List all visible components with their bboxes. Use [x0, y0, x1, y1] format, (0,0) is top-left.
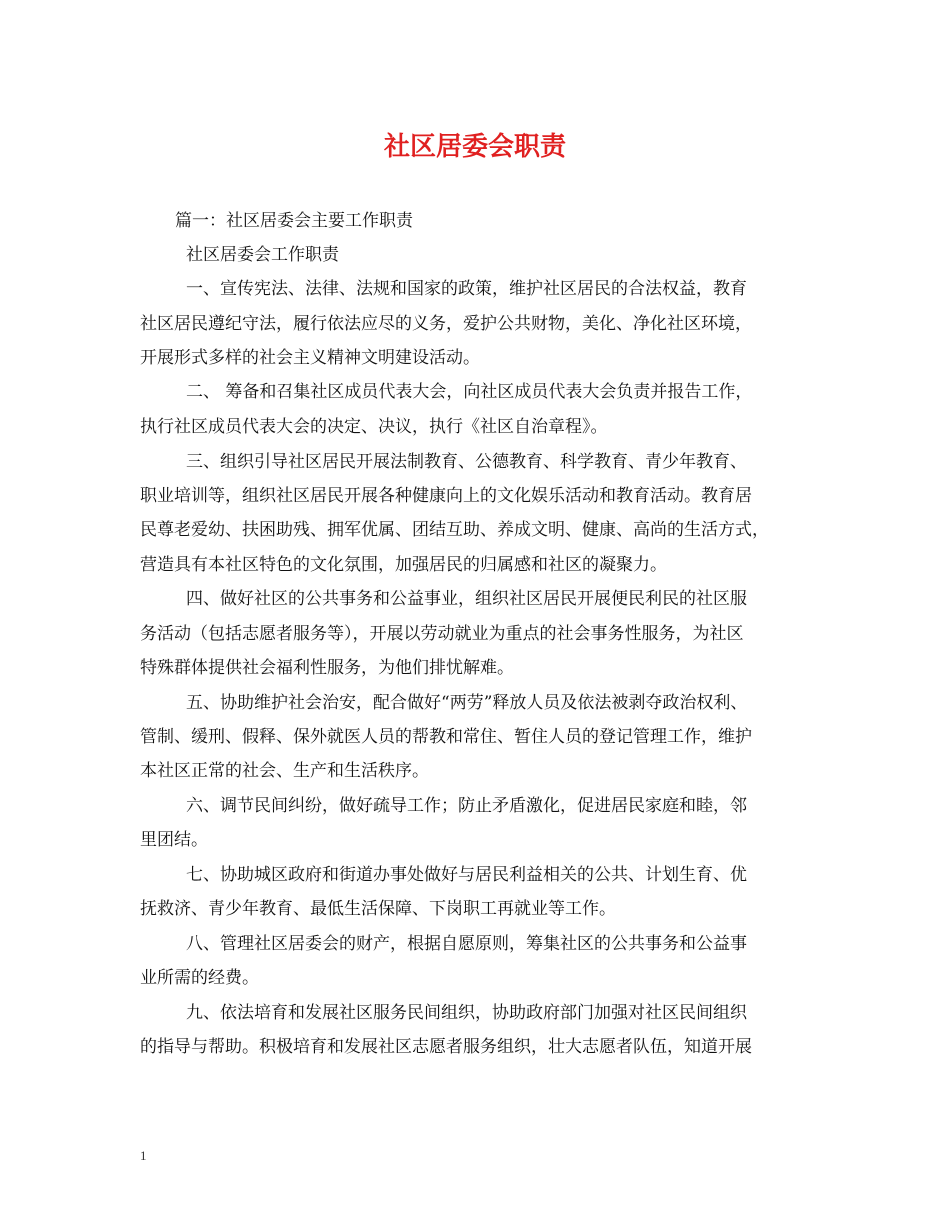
- text-line: 九、依法培育和发展社区服务民间组织，协助政府部门加强对社区民间组织: [186, 1003, 747, 1023]
- text-line: 开展形式多样的社会主义精神文明建设活动。: [140, 348, 480, 368]
- text-line: 本社区正常的社会、生产和生活秩序。: [140, 761, 429, 781]
- text-line: 二、 筹备和召集社区成员代表大会，向社区成员代表大会负责并报告工作，: [186, 382, 753, 402]
- text-line: 职业培训等，组织社区居民开展各种健康向上的文化娱乐活动和教育活动。教育居: [140, 486, 752, 506]
- text-line: 一、宣传宪法、法律、法规和国家的政策，维护社区居民的合法权益，教育: [186, 279, 747, 299]
- text-line: 的指导与帮助。积极培育和发展社区志愿者服务组织，壮大志愿者队伍，知道开展: [140, 1037, 752, 1057]
- text-line: 四、做好社区的公共事务和公益事业，组织社区居民开展便民利民的社区服: [186, 589, 747, 609]
- text-line: 五、协助维护社会治安，配合做好“两劳”释放人员及依法被剥夺政治权利、: [186, 693, 748, 713]
- text-line: 管制、缓刑、假释、保外就医人员的帮教和常住、暂住人员的登记管理工作，维护: [140, 727, 752, 747]
- text-line: 篇一：社区居委会主要工作职责: [175, 211, 413, 231]
- text-line: 特殊群体提供社会福利性服务，为他们排忧解难。: [140, 658, 514, 678]
- text-line: 三、组织引导社区居民开展法制教育、公德教育、科学教育、青少年教育、: [186, 452, 747, 472]
- text-line: 里团结。: [140, 830, 208, 850]
- text-line: 营造具有本社区特色的文化氛围，加强居民的归属感和社区的凝聚力。: [140, 555, 667, 575]
- page-number: 1: [140, 1148, 147, 1163]
- text-line: 七、协助城区政府和街道办事处做好与居民利益相关的公共、计划生育、优: [186, 865, 747, 885]
- text-line: 抚救济、青少年教育、最低生活保障、下岗职工再就业等工作。: [140, 899, 616, 919]
- text-line: 八、管理社区居委会的财产，根据自愿原则，筹集社区的公共事务和公益事: [186, 934, 747, 954]
- text-line: 六、调节民间纠纷，做好疏导工作；防止矛盾激化，促进居民家庭和睦，邻: [186, 796, 747, 816]
- document-title: 社区居委会职责: [383, 132, 566, 162]
- text-line: 务活动（包括志愿者服务等），开展以劳动就业为重点的社会事务性服务，为社区: [140, 624, 744, 644]
- text-line: 业所需的经费。: [140, 968, 259, 988]
- text-line: 执行社区成员代表大会的决定、决议，执行《社区自治章程》。: [140, 417, 608, 437]
- text-line: 社区居民遵纪守法，履行依法应尽的义务，爱护公共财物，美化、净化社区环境，: [140, 314, 752, 334]
- text-line: 民尊老爱幼、扶困助残、拥军优属、团结互助、养成文明、健康、高尚的生活方式，: [140, 520, 769, 540]
- text-line: 社区居委会工作职责: [186, 245, 339, 265]
